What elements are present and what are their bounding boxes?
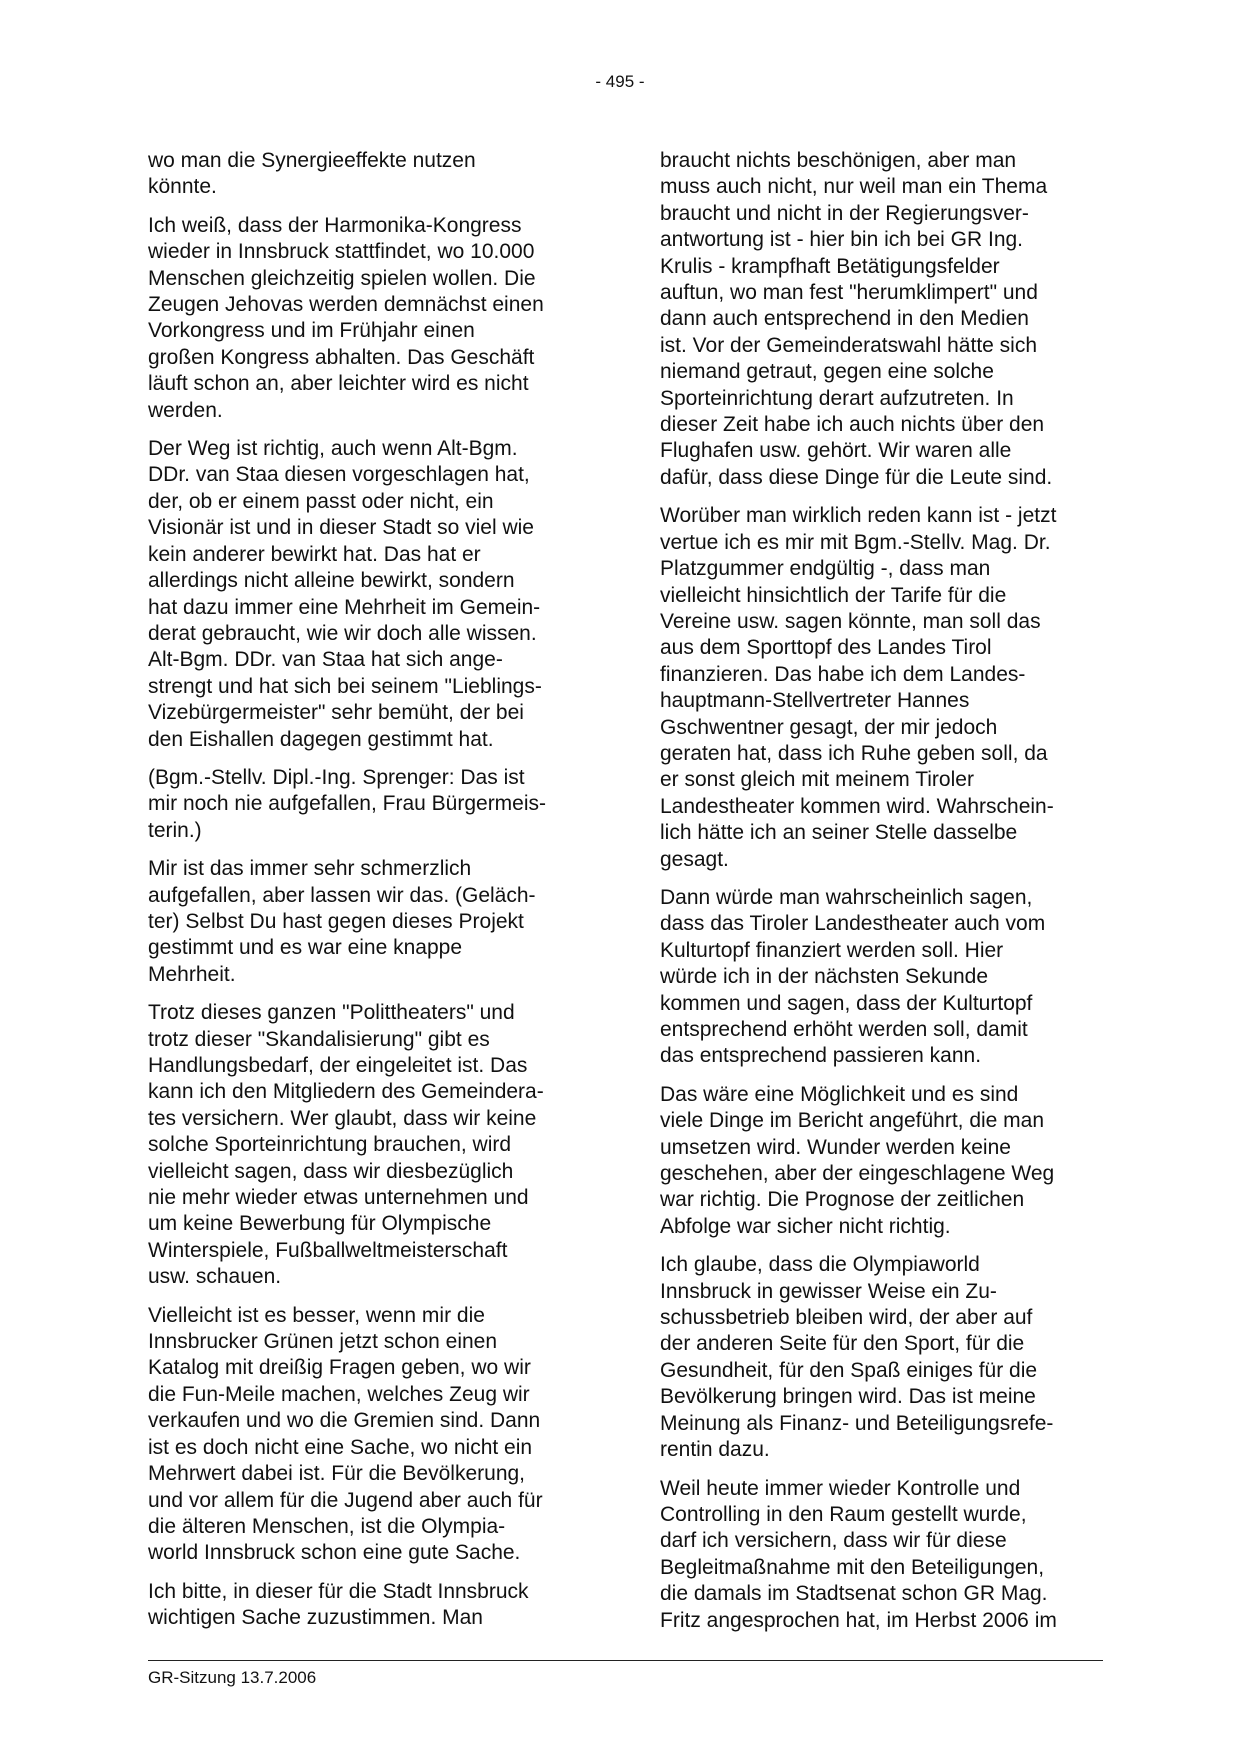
paragraph: (Bgm.-Stellv. Dipl.-Ing. Sprenger: Das ist mir noch nie aufgefallen, Frau Bürgermeis- terin.) <box>148 765 547 842</box>
paragraph: Vielleicht ist es besser, wenn mir die Innsbrucker Grünen jetzt schon einen Katalog mit dreißig Fragen geben, wo wir die Fun-Meile machen, welches Zeug wir verkaufen und wo die Gremien sind. Dann ist es doch nicht eine Sache, wo nicht ein Mehrwert dabei ist. Für die Bevölkerung, und vor allem für die Jugend aber auch für die älteren Menschen, ist die Olympia- world Innsbruck schon eine gute Sache. <box>148 1303 543 1565</box>
paragraph: braucht nichts beschönigen, aber man muss auch nicht, nur weil man ein Thema braucht und nicht in der Regierungsver- antwortung ist - hier bin ich bei GR Ing. Krulis - krampfhaft Betätigungsfelder auftun, wo man fest "herumklimpert" und dann auch entsprechend in den Medien ist. Vor der Gemeinderatswahl hätte sich niemand getraut, gegen eine solche Sporteinrichtung derart aufzutreten. In dieser Zeit habe ich auch nichts über den Flughafen usw. gehört. Wir waren alle dafür, dass diese Dinge für die Leute sind. <box>660 149 1053 489</box>
paragraph: Dann würde man wahrscheinlich sagen, dass das Tiroler Landestheater auch vom Kulturtopf finanziert werden soll. Hier würde ich in der nächsten Sekunde kommen und sagen, dass der Kulturtopf entsprechend erhöht werden soll, damit das entsprechend passieren kann. <box>660 885 1046 1068</box>
paragraph: Worüber man wirklich reden kann ist - jetzt vertue ich es mir mit Bgm.-Stellv. Mag. Dr. Platzgummer endgültig -, dass man vielleicht hinsichtlich der Tarife für die Vereine usw. sagen könnte, man soll das aus dem Sporttopf des Landes Tirol finanzieren. Das habe ich dem Landes- hauptmann-Stellvertreter Hannes Gschwentner gesagt, der mir jedoch geraten hat, dass ich Ruhe geben soll, da er sonst gleich mit meinem Tiroler Landestheater kommen wird. Wahrschein- lich hätte ich an seiner Stelle dasselbe gesagt. <box>660 504 1057 871</box>
footer-session-label: GR-Sitzung 13.7.2006 <box>148 1668 317 1687</box>
paragraph: Ich glaube, dass die Olympiaworld Innsbruck in gewisser Weise ein Zu- schussbetrieb bleiben wird, der aber auf der anderen Seite für den Sport, für die Gesundheit, für den Spaß einiges für die Bevölkerung bringen wird. Das ist meine Meinung als Finanz- und Beteiligungsrefe- rentin dazu. <box>660 1253 1054 1462</box>
paragraph: wo man die Synergieeffekte nutzen könnte. <box>148 149 476 199</box>
left-column <box>148 148 593 1644</box>
paragraph: Das wäre eine Möglichkeit und es sind viele Dinge im Bericht angeführt, die man umsetzen wird. Wunder werden keine geschehen, aber der eingeschlagene Weg war richtig. Die Prognose der zeitlichen Abfolge war sicher nicht richtig. <box>660 1082 1055 1238</box>
page-number: - 495 - <box>595 72 645 91</box>
right-column <box>660 148 1105 1646</box>
paragraph: Der Weg ist richtig, auch wenn Alt-Bgm. DDr. van Staa diesen vorgeschlagen hat, der, ob er einem passt oder nicht, ein Visionär ist und in dieser Stadt so viel wie kein anderer bewirkt hat. Das hat er allerdings nicht alleine bewirkt, sondern hat dazu immer eine Mehrheit im Gemein- derat gebraucht, wie wir doch alle wissen. Alt-Bgm. DDr. van Staa hat sich ange- strengt und hat sich bei seinem "Lieblings- Vizebürgermeister" sehr bemüht, der bei den Eishallen dagegen gestimmt hat. <box>148 437 542 751</box>
paragraph: Trotz dieses ganzen "Polittheaters" und trotz dieser "Skandalisierung" gibt es Handlungsbedarf, der eingeleitet ist. Das kann ich den Mitgliedern des Gemeindera- tes versichern. Wer glaubt, dass wir keine solche Sporteinrichtung brauchen, wird vielleicht sagen, dass wir diesbezüglich nie mehr wieder etwas unternehmen und um keine Bewerbung für Olympische Winterspiele, Fußballweltmeisterschaft usw. schauen. <box>148 1001 544 1289</box>
paragraph: Ich weiß, dass der Harmonika-Kongress wieder in Innsbruck stattfindet, wo 10.000 Menschen gleichzeitig spielen wollen. Die Zeugen Jehovas werden demnächst einen Vorkongress und im Frühjahr einen großen Kongress abhalten. Das Geschäft läuft schon an, aber leichter wird es nicht werden. <box>148 213 544 422</box>
footer-divider <box>148 1660 1103 1661</box>
paragraph: Mir ist das immer sehr schmerzlich aufgefallen, aber lassen wir das. (Geläch- ter) Selbst Du hast gegen dieses Projekt gestimmt und es war eine knappe Mehrheit. <box>148 857 536 986</box>
paragraph: Ich bitte, in dieser für die Stadt Innsbruck wichtigen Sache zuzustimmen. Man <box>148 1579 529 1630</box>
paragraph: Weil heute immer wieder Kontrolle und Controlling in den Raum gestellt wurde, darf ich versichern, dass wir für diese Begleitmaßnahme mit den Beteiligungen, die damals im Stadtsenat schon GR Mag. Fritz angesprochen hat, im Herbst 2006 im <box>660 1476 1057 1632</box>
